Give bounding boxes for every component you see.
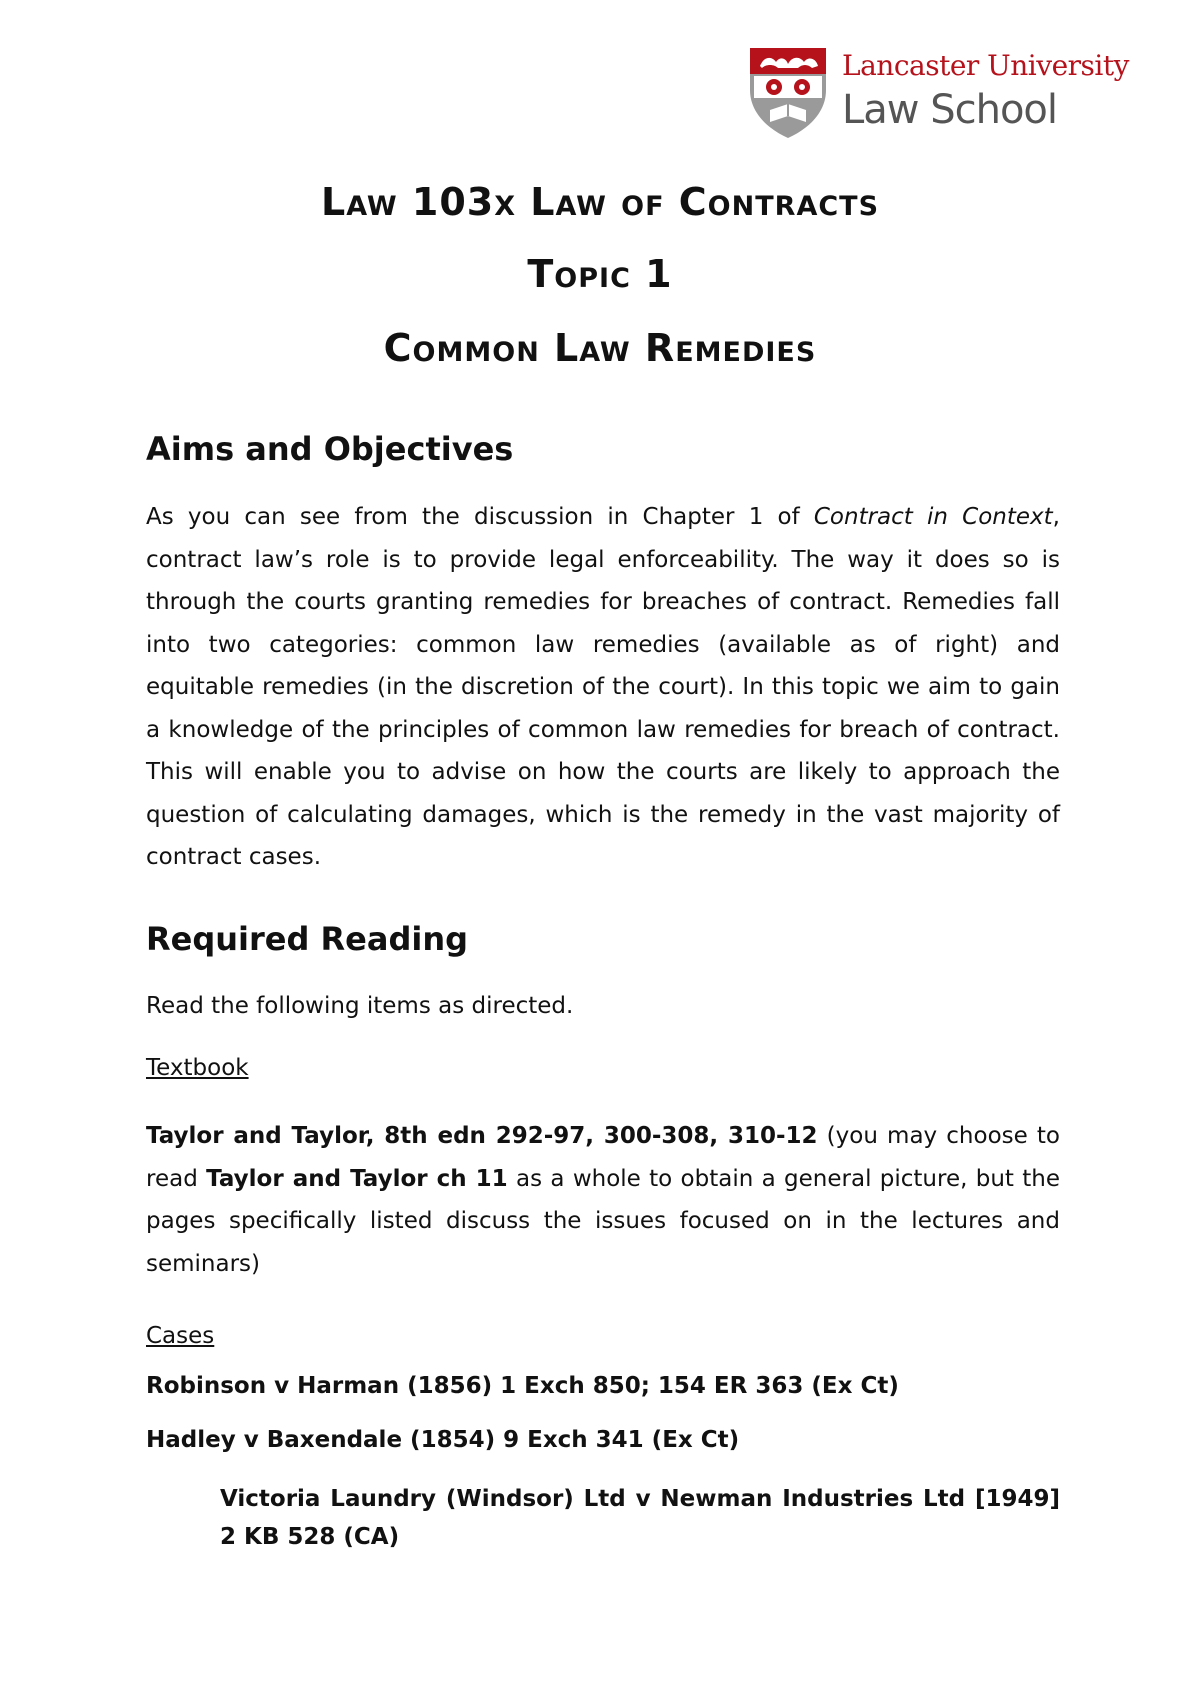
textbook-paragraph	[146, 1115, 1060, 1285]
university-logo	[746, 44, 1129, 140]
textbook-ref: Taylor and Taylor, 8th edn 292-97, 300-308, 310-12	[146, 1123, 818, 1149]
aims-heading: Aims and Objectives	[146, 430, 514, 468]
textbook-chapter: Taylor and Taylor ch 11	[206, 1165, 508, 1192]
textbook-end: as a whole to obtain a general picture, but the pages specifically listed discuss the issues focused on in the lectures and seminars)	[146, 1165, 1060, 1277]
case-item: Robinson v Harman (1856) 1 Exch 850; 154 ER 363 (Ex Ct)	[146, 1373, 899, 1399]
cases-label: Cases	[146, 1323, 215, 1349]
aims-paragraph	[146, 496, 1060, 879]
shield-icon	[746, 44, 830, 140]
reading-intro: Read the following items as directed.	[146, 993, 574, 1019]
reading-heading: Required Reading	[146, 920, 469, 958]
case-item: Hadley v Baxendale (1854) 9 Exch 341 (Ex Ct)	[146, 1427, 740, 1453]
school-name: Law School	[842, 87, 1058, 133]
aims-text-start: As you can see from the discussion in Chapter 1 of	[146, 504, 814, 530]
textbook-label: Textbook	[146, 1055, 249, 1081]
course-title: Law 103x Law of Contracts	[320, 180, 880, 224]
topic-title: Topic 1	[527, 252, 673, 296]
textbook-mid: (you may choose to read	[146, 1123, 1060, 1192]
topic-subtitle: Common Law Remedies	[383, 326, 817, 370]
university-name: Lancaster University	[842, 49, 1129, 82]
aims-book-title: Contract in Context	[813, 504, 1053, 530]
case-item: Victoria Laundry (Windsor) Ltd v Newman Industries Ltd [1949] 2 KB 528 (CA)	[220, 1486, 1060, 1550]
aims-text-rest: , contract law’s role is to provide legal enforceability. The way it does so is through the courts granting remedies for breaches of contract. Remedies fall into two categories: common law remedies (available as of right) and equitable remedies (in the discretion of the court). In this topic we aim to gain a knowledge of the principles of common law remedies for breach of contract. This will enable you to advise on how the courts are likely to approach the question of calculating damages, which is the remedy in the vast majority of contract cases.	[146, 504, 1060, 870]
